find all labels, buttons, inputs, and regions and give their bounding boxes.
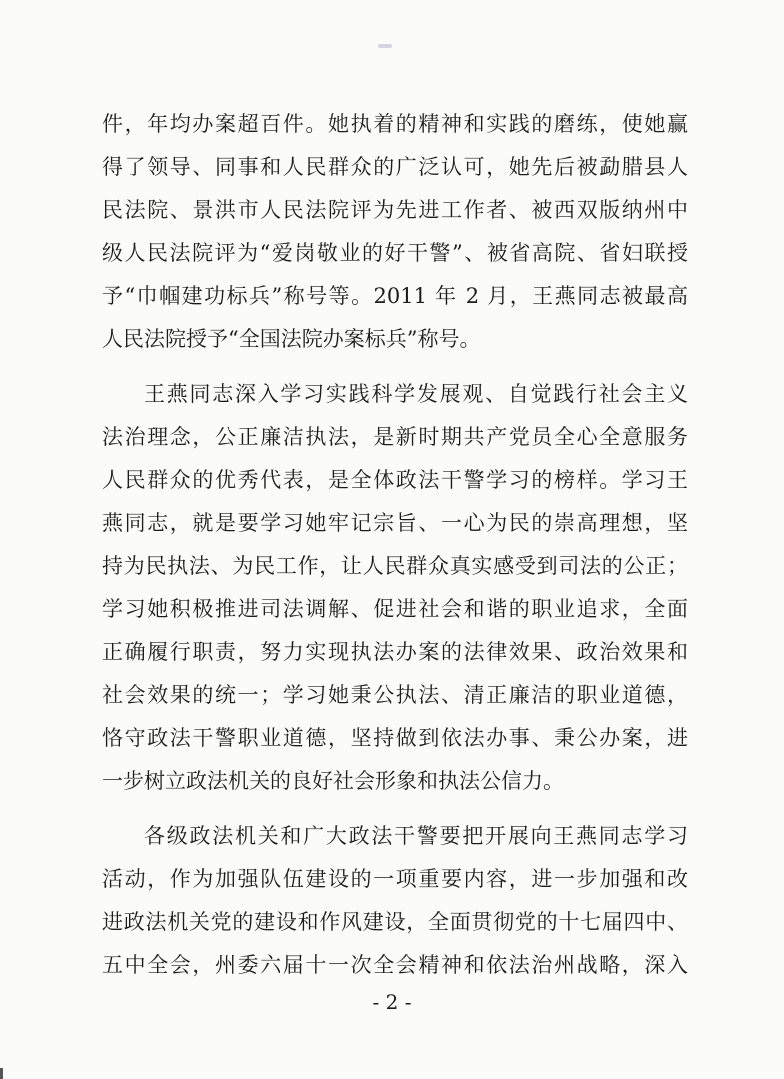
- scan-speck: [378, 44, 392, 48]
- text-line: 持为民执法、为民工作，让人民群众真实感受到司法的公正；: [102, 554, 688, 578]
- text-line: 民法院、景洪市人民法院评为先进工作者、被西双版纳州中: [102, 198, 688, 222]
- text-line: 五中全会，州委六届十一次全会精神和依法治州战略，深入: [102, 953, 688, 977]
- text-line-indented: 王燕同志深入学习实践科学发展观、自觉践行社会主义: [144, 382, 688, 406]
- paragraph-2: [102, 373, 688, 803]
- text-line: 恪守政法干警职业道德，坚持做到依法办事、秉公办案，进: [102, 726, 688, 750]
- text-line: 人民群众的优秀代表，是全体政法干警学习的榜样。学习王: [102, 468, 688, 492]
- text-line: 燕同志，就是要学习她牢记宗旨、一心为民的崇高理想，坚: [102, 511, 688, 535]
- scan-edge-mark: [0, 1068, 3, 1079]
- text-line: 级人民法院评为“爱岗敬业的好干警”、被省高院、省妇联授: [102, 241, 688, 265]
- text-line: 件，年均办案超百件。她执着的精神和实践的磨练，使她赢: [102, 112, 688, 136]
- text-line: 活动，作为加强队伍建设的一项重要内容，进一步加强和改: [102, 867, 688, 891]
- text-line: 学习她积极推进司法调解、促进社会和谐的职业追求，全面: [102, 597, 688, 621]
- text-line: 法治理念，公正廉洁执法，是新时期共产党员全心全意服务: [102, 425, 688, 449]
- text-line: 社会效果的统一；学习她秉公执法、清正廉洁的职业道德，: [102, 683, 688, 707]
- text-line: 予“巾帼建功标兵”称号等。2011 年 2 月，王燕同志被最高: [102, 284, 688, 308]
- text-line-indented: 各级政法机关和广大政法干警要把开展向王燕同志学习: [144, 824, 688, 848]
- paragraph-3: [102, 815, 688, 987]
- text-line: 人民法院授予“全国法院办案标兵”称号。: [102, 327, 481, 351]
- text-line: 进政法机关党的建设和作风建设，全面贯彻党的十七届四中、: [102, 910, 688, 934]
- text-line: 得了领导、同事和人民群众的广泛认可，她先后被勐腊县人: [102, 155, 688, 179]
- text-line: 一步树立政法机关的良好社会形象和执法公信力。: [102, 769, 564, 793]
- paragraph-1: [102, 103, 688, 361]
- page-number: - 2 -: [372, 990, 412, 1014]
- text-line: 正确履行职责，努力实现执法办案的法律效果、政治效果和: [102, 640, 688, 664]
- body-text: [102, 103, 688, 999]
